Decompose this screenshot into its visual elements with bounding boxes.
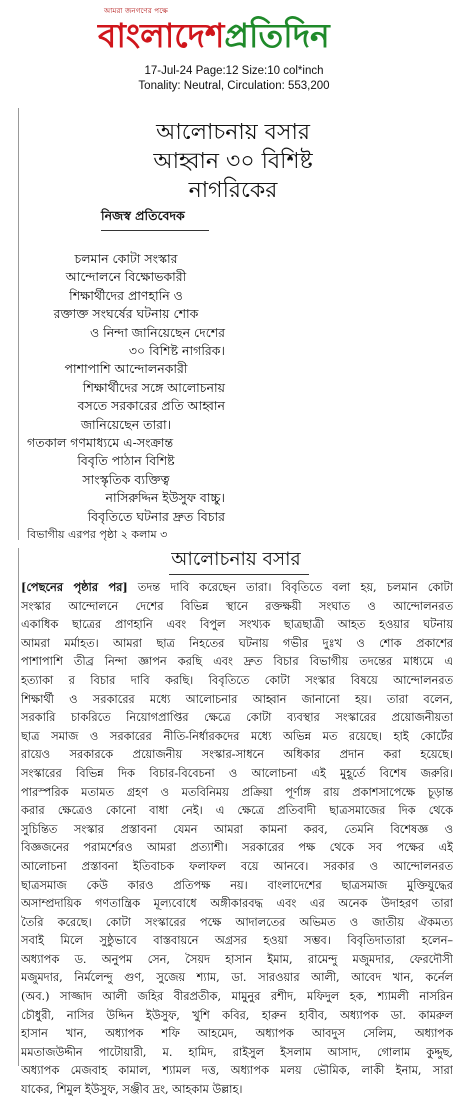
intro-line-jump: বিভাগীয় এরপর পৃষ্ঠা ২ কলাম ৩ [27, 528, 168, 542]
body-line: ছাত্রসমাজ কেউ কারও প্রতিপক্ষ নয়। বাংলাদেশের ছাত্রসমাজ মুক্তিযুদ্ধের [21, 878, 453, 892]
headline-line: আলোচনায় বসার [156, 120, 310, 145]
intro-line: শিক্ষার্থীদের সঙ্গে আলোচনায় [82, 379, 225, 395]
article-clip-continuation [18, 548, 453, 1097]
intro-line: জানিয়েছেন তারা। [80, 416, 172, 432]
body-line: অধ্যাপক মেজবাহ কামাল, শ্যামল দত্ত, অধ্যাপক মলয় ভৌমিক, লাকী ইনাম, সারা [21, 1064, 453, 1078]
continuation-title: আলোচনায় বসার [171, 549, 301, 570]
intro-line: চলমান কোটা সংস্কার [74, 251, 178, 266]
body-line: সরকারি চাকরিতে নিয়োগপ্রাপ্তির ক্ষেত্রে কোটা ব্যবস্থার সংস্কারের প্রয়োজনীয়তা [21, 711, 453, 725]
body-line: (অব.) সাজ্জাদ আলী জহির বীরপ্রতীক, মামুনুর রশীদ, মফিদুল হক, শ্যামলী নাসরিন [21, 990, 453, 1004]
continuation-title-rule [169, 574, 309, 575]
body-line: হাসান খান, অধ্যাপক শফি আহমেদ, অধ্যাপক আবদুস সেলিম, অধ্যাপক [21, 1027, 453, 1041]
intro-line: গতকাল গণমাধ্যমে এ-সংক্রান্ত [27, 435, 174, 451]
body-line: তৈরি করেছে। কোটা সংস্কারের পক্ষে আদালতের অভিমত ও জাতীয় ঐকমত্য [21, 915, 453, 929]
intro-line: রক্তাক্ত সংঘর্ষের ঘটনায় শোক [53, 306, 199, 322]
body-line: আলোচনা প্রস্তাবনা ইতিবাচক ফলাফল বয়ে আনবে। সরকার ও আন্দোলনরত [21, 859, 453, 873]
body-line: একাধিক ছাত্রের প্রাণহানি এবং বিপুল সংখ্যক ছাত্রছাত্রী আহত হওয়ার ঘটনায় [21, 618, 453, 632]
byline-divider [101, 230, 209, 231]
newspaper-logo [98, 14, 330, 58]
body-line: মমতাজউদ্দীন পাটোয়ারী, ম. হামিদ, রাইসুল ইসলাম আসাদ, গোলাম কুদ্দুছ, [21, 1045, 453, 1059]
intro-line: নাসিরুদ্দিন ইউসুফ বাচ্চু। [105, 490, 225, 506]
headline-line: আহ্বান ৩০ বিশিষ্ট [153, 149, 313, 174]
body-line: পারস্পরিক মতামত গ্রহণ ও মতবিনিময় প্রক্রিয়া পূর্ণাঙ্গ রায় প্রকাশসাপেক্ষে চূড়ান্ত [21, 785, 453, 799]
body-line: মজুমদার, নির্মলেন্দু গুণ, সুজেয় শ্যাম, ডা. সারওয়ার আলী, আবেদ খান, কর্নেল [21, 971, 453, 985]
article-byline: নিজস্ব প্রতিবেদক [101, 208, 185, 223]
body-line: ছাত্র সমাজ ও সরকারের নীতি-নির্ধারকদের মধ্যে অভিন্ন মত রয়েছে। হাই কোর্টের [21, 729, 453, 743]
body-line: যাকের, শিমুল ইউসুফ, সঞ্জীব দ্রং, আহকাম উল্লাহ। [21, 1083, 243, 1097]
clip-meta-tonality: Tonality: Neutral, Circulation: 553,200 [138, 80, 330, 92]
intro-line: সাংস্কৃতিক ব্যক্তিত্ব [82, 471, 170, 487]
body-line: করার ক্ষেত্রেও কোনো বাধা নেই। এ ক্ষেত্রে প্রতিবাদী ছাত্রসমাজের দিক থেকে [21, 804, 453, 818]
newspaper-masthead [0, 0, 468, 62]
body-line: সংস্কারের বিভিন্ন দিক বিচার-বিবেচনা ও আলোচনা এই মুহূর্তে বিশেষ জরুরি। [21, 766, 453, 780]
intro-line: পাশাপাশি আন্দোলনকারী [64, 361, 188, 377]
body-line: অসাম্প্রদায়িক গণতান্ত্রিক মূল্যবোধে অঙ্গীকারবদ্ধ এবং এর অনেক উদাহরণ তারা [21, 897, 453, 911]
body-line: শিক্ষার্থী ও সরকারের মধ্যে আলোচনার আহ্বান জানানো হয়। তারা বলেন, [21, 692, 453, 706]
body-line: বিজ্ঞজনের পরামর্শেরও আমরা প্রত্যাশী। সরকারের পক্ষ থেকে সব পক্ষের এই [21, 841, 453, 855]
body-line: সুচিন্তিত সংস্কার প্রস্তাবনা যেমন আমরা কামনা করব, তেমনি বিশেষজ্ঞ ও [21, 822, 453, 836]
intro-line: বসতে সরকারের প্রতি আহ্বান [77, 398, 225, 414]
body-line: সবাই মিলে সুষ্ঠুভাবে বাস্তবায়নে অগ্রসর হওয়া সম্ভব। বিবৃতিদাতারা হলেন– [21, 934, 453, 948]
continuation-body [21, 578, 453, 1100]
intro-line: ৩০ বিশিষ্ট নাগরিক। [128, 343, 225, 359]
masthead-tagline: আমরা জনগণের পক্ষে [104, 7, 168, 15]
body-line: পাশাপাশি তীব্র নিন্দা জ্ঞাপন করছি এবং দ্রুত বিচার বিভাগীয় তদন্তের মাধ্যমে এ [21, 655, 453, 669]
article-headline [19, 118, 447, 205]
body-line: চৌধুরী, নাসির উদ্দিন ইউসুফ, খুশি কবির, হারুন হাবীব, অধ্যাপক ডা. কামরুল [21, 1008, 453, 1022]
body-line: অধ্যাপক ড. অনুপম সেন, সৈয়দ হাসান ইমাম, রামেন্দু মজুমদার, ফেরদৌসী [21, 952, 453, 966]
intro-line: বিবৃতি পাঠান বিশিষ্ট [77, 453, 175, 469]
logo-part-protidin: প্রতিদিন [224, 16, 330, 55]
clip-meta-date-page: 17-Jul-24 Page:12 Size:10 col*inch [144, 65, 324, 77]
body-line: আমরা মর্মাহত। আমরা ছাত্র নিহতের ঘটনায় গভীর দুঃখ ও শোক প্রকাশের [21, 636, 453, 650]
headline-line: নাগরিকের [188, 178, 278, 203]
logo-part-bangladesh: বাংলাদেশ [98, 16, 225, 55]
continued-from-tag: [পেছনের পৃষ্ঠার পর] [21, 580, 128, 594]
intro-line: আন্দোলনে বিক্ষোভকারী [65, 269, 187, 285]
intro-line: ও নিন্দা জানিয়েছেন দেশের [89, 324, 225, 340]
article-clip-front [18, 108, 447, 540]
intro-line: শিক্ষার্থীদের প্রাণহানি ও [69, 287, 183, 303]
body-line [21, 578, 453, 598]
body-line: হত্যাকা র বিচার দাবি করছি। বিবৃতিতে কোটা সংস্কার বিষয়ে আন্দোলনরত [21, 673, 453, 687]
body-line-text: তদন্ত দাবি করেছেন তারা। বিবৃতিতে বলা হয়, চলমান কোটা [127, 581, 453, 594]
intro-line: বিবৃতিতে ঘটনার দ্রুত বিচার [87, 508, 225, 524]
body-line: রায়েও সরকারকে প্রয়োজনীয় সংস্কার-সাধনে অধিকার প্রদান করা হয়েছে। [21, 748, 453, 762]
article-intro [27, 250, 225, 545]
body-line: সংস্কার আন্দোলনে দেশের বিভিন্ন স্থানে রক্তক্ষয়ী সংঘাত ও আন্দোলনরত [21, 599, 453, 613]
